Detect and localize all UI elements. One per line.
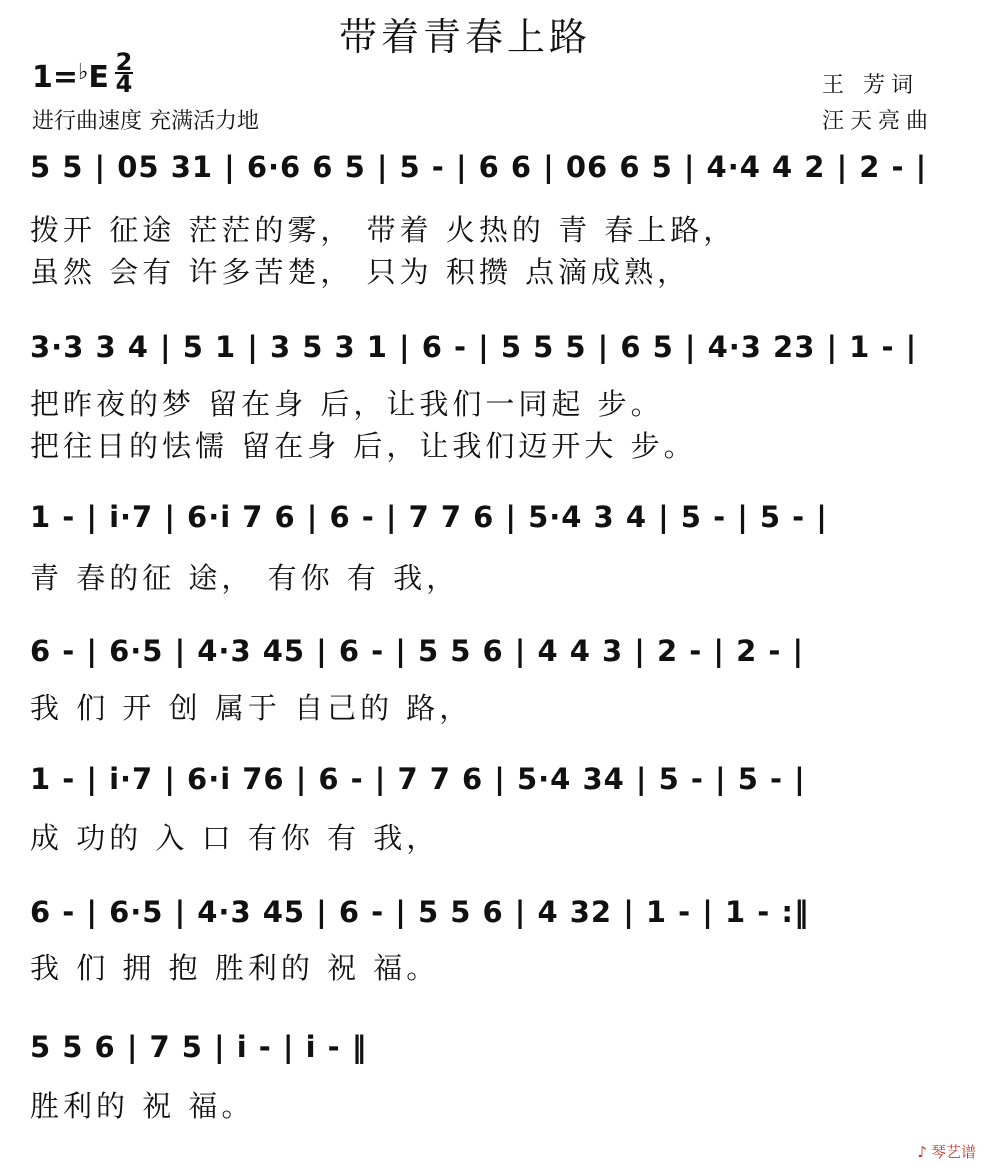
- flat-sign: ♭: [78, 60, 89, 85]
- key-signature: [32, 60, 109, 95]
- notation-line-6: 6 - | 6·5 | 4·3 45 | 6 - | 5 5 6 | 4 32 | 1 - | 1 - :‖: [30, 895, 810, 929]
- key-prefix: 1=: [32, 60, 79, 95]
- tempo-marking: 进行曲速度 充满活力地: [32, 109, 259, 134]
- notation-line-7: 5 5 6 | 7 5 | i - | i - ‖: [30, 1030, 368, 1064]
- time-signature-top: 2: [115, 48, 133, 76]
- lyric-line-2a: 把昨夜的梦 留在身 后，让我们一同起 步。: [30, 387, 664, 421]
- lyric-line-6: 我 们 拥 抱 胜利的 祝 福。: [30, 951, 440, 985]
- lyric-line-2b: 把往日的怯懦 留在身 后，让我们迈开大 步。: [30, 429, 697, 463]
- notation-line-2: 3·3 3 4 | 5 1 | 3 5 3 1 | 6 - | 5 5 5 | 6 5 | 4·3 23 | 1 - |: [30, 330, 918, 364]
- lyric-line-4: 我 们 开 创 属于 自己的 路，: [30, 691, 473, 725]
- time-signature-bottom: 4: [115, 70, 133, 98]
- lyric-line-7: 胜利的 祝 福。: [30, 1089, 255, 1123]
- time-signature: [114, 48, 134, 98]
- watermark-logo-icon: ♪: [917, 1143, 927, 1161]
- site-watermark: [917, 1141, 976, 1162]
- key-note: E: [88, 60, 109, 95]
- composer-credit: 汪天亮曲: [822, 109, 935, 134]
- lyric-line-1a: 拨开 征途 茫茫的雾， 带着 火热的 青 春上路，: [30, 213, 737, 247]
- lyric-line-5: 成 功的 入 口 有你 有 我，: [30, 821, 440, 855]
- notation-line-4: 6 - | 6·5 | 4·3 45 | 6 - | 5 5 6 | 4 4 3 | 2 - | 2 - |: [30, 634, 805, 668]
- notation-line-5: 1 - | i·7 | 6·i 76 | 6 - | 7 7 6 | 5·4 34 | 5 - | 5 - |: [30, 762, 806, 796]
- watermark-text: 琴艺谱: [930, 1143, 976, 1161]
- song-title: 带着青春上路: [338, 15, 591, 59]
- lyricist-credit: 王 芳词: [822, 73, 919, 98]
- notation-line-1: 5 5 | 05 31 | 6·6 6 5 | 5 - | 6 6 | 06 6 5 | 4·4 4 2 | 2 - |: [30, 150, 928, 184]
- notation-line-3: 1 - | i·7 | 6·i 7 6 | 6 - | 7 7 6 | 5·4 3 4 | 5 - | 5 - |: [30, 500, 828, 534]
- lyric-line-3: 青 春的征 途， 有你 有 我，: [30, 561, 460, 595]
- lyric-line-1b: 虽然 会有 许多苦楚， 只为 积攒 点滴成熟，: [30, 255, 691, 289]
